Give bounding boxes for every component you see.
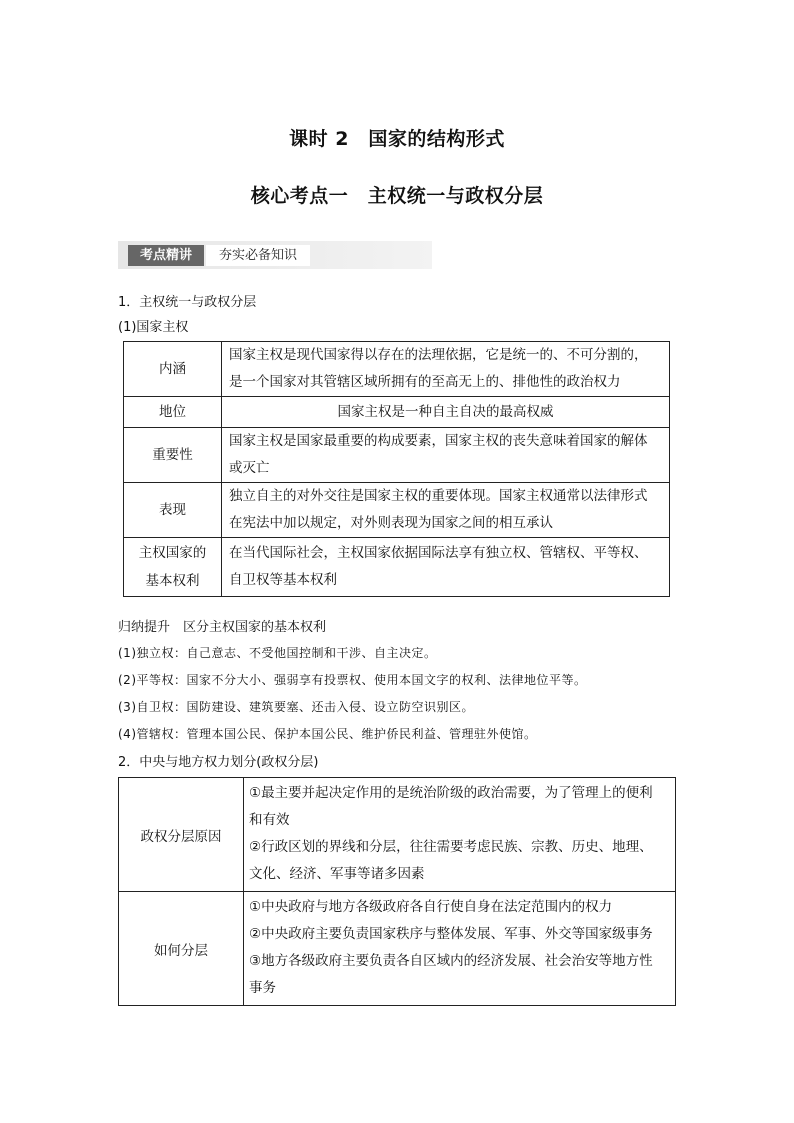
row-value [244, 778, 676, 892]
lesson-title: 课时 2 国家的结构形式 [289, 128, 505, 150]
text-line: ①中央政府与地方各级政府各自行使自身在法定范围内的权力 [249, 899, 613, 915]
text-line: 独立自主的对外交往是国家主权的重要体现。国家主权通常以法律形式 [229, 488, 648, 504]
point1-heading: 1．主权统一与政权分层 [118, 295, 257, 310]
text-line: 国家主权是现代国家得以存在的法理依据，它是统一的、不可分割的， [229, 347, 648, 363]
table-row [124, 483, 670, 538]
row-value [222, 397, 670, 428]
text-line: 基本权利 [145, 573, 200, 589]
text-line: 是一个国家对其管辖区域所拥有的至高无上的、排他性的政治权力 [229, 374, 621, 390]
row-value [222, 483, 670, 538]
text-line: 主权国家的 [138, 545, 207, 561]
row-value [222, 342, 670, 397]
text-line: 在当代国际社会，主权国家依据国际法享有独立权、管辖权、平等权、 [229, 545, 648, 561]
point2-heading: 2．中央与地方权力划分(政权分层) [118, 755, 319, 770]
table-row [124, 538, 670, 597]
row-key: 政权分层原因 [119, 778, 244, 892]
section-title: 核心考点一 主权统一与政权分层 [250, 185, 544, 207]
table-row [124, 428, 670, 483]
right-item: (1)独立权：自己意志、不受他国控制和干涉、自主决定。 [118, 646, 437, 660]
text-line: 文化、经济、军事等诸多因素 [249, 866, 425, 882]
section-banner [118, 241, 432, 269]
row-key: 重要性 [124, 428, 222, 483]
sovereignty-table [123, 341, 670, 597]
right-item: (4)管辖权：管理本国公民、保护本国公民、维护侨民利益、管理驻外使馆。 [118, 727, 537, 741]
row-key: 如何分层 [119, 892, 244, 1006]
text-line: 和有效 [249, 812, 290, 828]
text-line: 事务 [249, 980, 276, 996]
right-item: (2)平等权：国家不分大小、强弱享有投票权、使用本国文字的权利、法律地位平等。 [118, 673, 587, 687]
row-key: 表现 [124, 483, 222, 538]
row-value [222, 428, 670, 483]
text-line: 在宪法中加以规定，对外则表现为国家之间的相互承认 [229, 515, 553, 531]
table-row [119, 778, 676, 892]
row-value [244, 892, 676, 1006]
banner-tag: 考点精讲 [128, 245, 204, 266]
right-item: (3)自卫权：国防建设、建筑要塞、还击入侵、设立防空识别区。 [118, 700, 475, 714]
table-row [124, 397, 670, 428]
row-value [222, 538, 670, 597]
text-line: ②中央政府主要负责国家秩序与整体发展、军事、外交等国家级事务 [249, 926, 653, 942]
table-row [119, 892, 676, 1006]
banner-subtitle: 夯实必备知识 [206, 245, 310, 266]
table-row [124, 342, 670, 397]
text-line: 国家主权是国家最重要的构成要素，国家主权的丧失意味着国家的解体 [229, 433, 648, 449]
row-key [124, 538, 222, 597]
row-key: 地位 [124, 397, 222, 428]
text-line: ①最主要并起决定作用的是统治阶级的政治需要，为了管理上的便利 [249, 785, 653, 801]
summary-heading: 归纳提升 区分主权国家的基本权利 [118, 620, 327, 635]
sub1-heading: (1)国家主权 [118, 320, 189, 335]
row-key: 内涵 [124, 342, 222, 397]
text-line: 自卫权等基本权利 [229, 572, 337, 588]
power-division-table [118, 777, 676, 1006]
text-line: ③地方各级政府主要负责各自区域内的经济发展、社会治安等地方性 [249, 953, 653, 969]
text-line: 国家主权是一种自主自决的最高权威 [337, 403, 554, 420]
text-line: ②行政区划的界线和分层，往往需要考虑民族、宗教、历史、地理、 [249, 839, 653, 855]
text-line: 或灭亡 [229, 460, 270, 476]
